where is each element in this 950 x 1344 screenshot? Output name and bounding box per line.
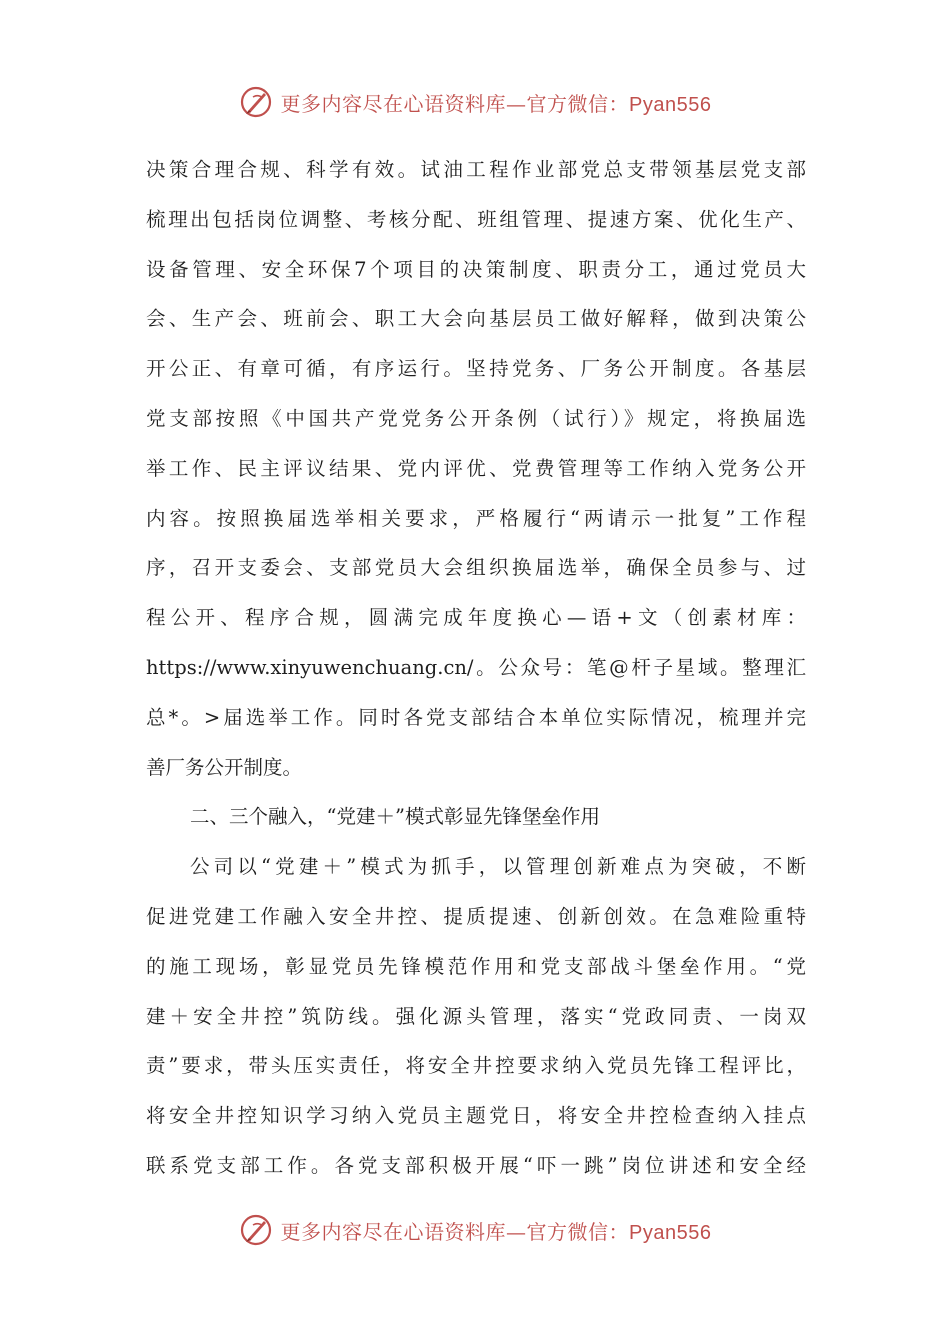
text-line: 将安全井控知识学习纳入党员主题党日，将安全井控检查纳入挂点	[146, 1104, 806, 1128]
quill-pen-logo-icon	[239, 1213, 273, 1247]
text-line: 善厂务公开制度。	[146, 755, 303, 779]
text-line: 建＋安全井控”筑防线。强化源头管理，落实“党政同责、一岗双	[146, 1004, 806, 1028]
paragraph-first-line: 公司以“党建＋”模式为抓手，以管理创新难点为突破，不断	[190, 855, 806, 879]
text-line: 决策合理合规、科学有效。试油工程作业部党总支带领基层党支部	[146, 158, 806, 181]
text-line: https://www.xinyuwenchuang.cn/。公众号：笔@杆子星域。整理汇	[146, 655, 806, 679]
text-line: 举工作、民主评议结果、党内评优、党费管理等工作纳入党务公开	[146, 456, 806, 480]
header-banner	[0, 80, 950, 124]
quill-pen-logo-icon	[239, 85, 273, 119]
text-line: 联系党支部工作。各党支部积极开展“吓一跳”岗位讲述和安全经	[146, 1153, 806, 1177]
section-heading: 二、三个融入，“党建＋”模式彰显先锋堡垒作用	[190, 805, 600, 829]
document-body	[146, 150, 806, 1196]
text-line: 内容。按照换届选举相关要求，严格履行“两请示一批复”工作程	[146, 506, 806, 530]
footer-banner	[0, 1208, 950, 1252]
text-line: 序，召开支委会、支部党员大会组织换届选举，确保全员参与、过	[146, 556, 806, 580]
text-line: 梳理出包括岗位调整、考核分配、班组管理、提速方案、优化生产、	[146, 207, 806, 231]
text-line: 设备管理、安全环保7个项目的决策制度、职责分工，通过党员大	[146, 257, 806, 281]
wechat-id: Pyan556	[629, 1221, 712, 1244]
text-line: 的施工现场，彰显党员先锋模范作用和党支部战斗堡垒作用。“党	[146, 954, 806, 978]
text-line: 责”要求，带头压实责任，将安全井控要求纳入党员先锋工程评比，	[146, 1054, 806, 1078]
text-line: 促进党建工作融入安全井控、提质提速、创新创效。在急难险重特	[146, 904, 806, 928]
header-banner-text: 更多内容尽在心语资料库—官方微信：Pyan556	[280, 91, 712, 116]
text-line: 会、生产会、班前会、职工大会向基层员工做好解释，做到决策公	[146, 307, 806, 331]
text-line: 程公开、程序合规，圆满完成年度换心—语+文（创素材库：	[146, 606, 806, 630]
wechat-id: Pyan556	[629, 93, 712, 116]
text-line: 开公正、有章可循，有序运行。坚持党务、厂务公开制度。各基层	[146, 357, 806, 381]
text-line: 总*。>届选举工作。同时各党支部结合本单位实际情况，梳理并完	[146, 705, 806, 729]
text-line: 党支部按照《中国共产党党务公开条例（试行）》规定，将换届选	[146, 406, 806, 430]
footer-banner-text: 更多内容尽在心语资料库—官方微信：Pyan556	[280, 1219, 712, 1244]
